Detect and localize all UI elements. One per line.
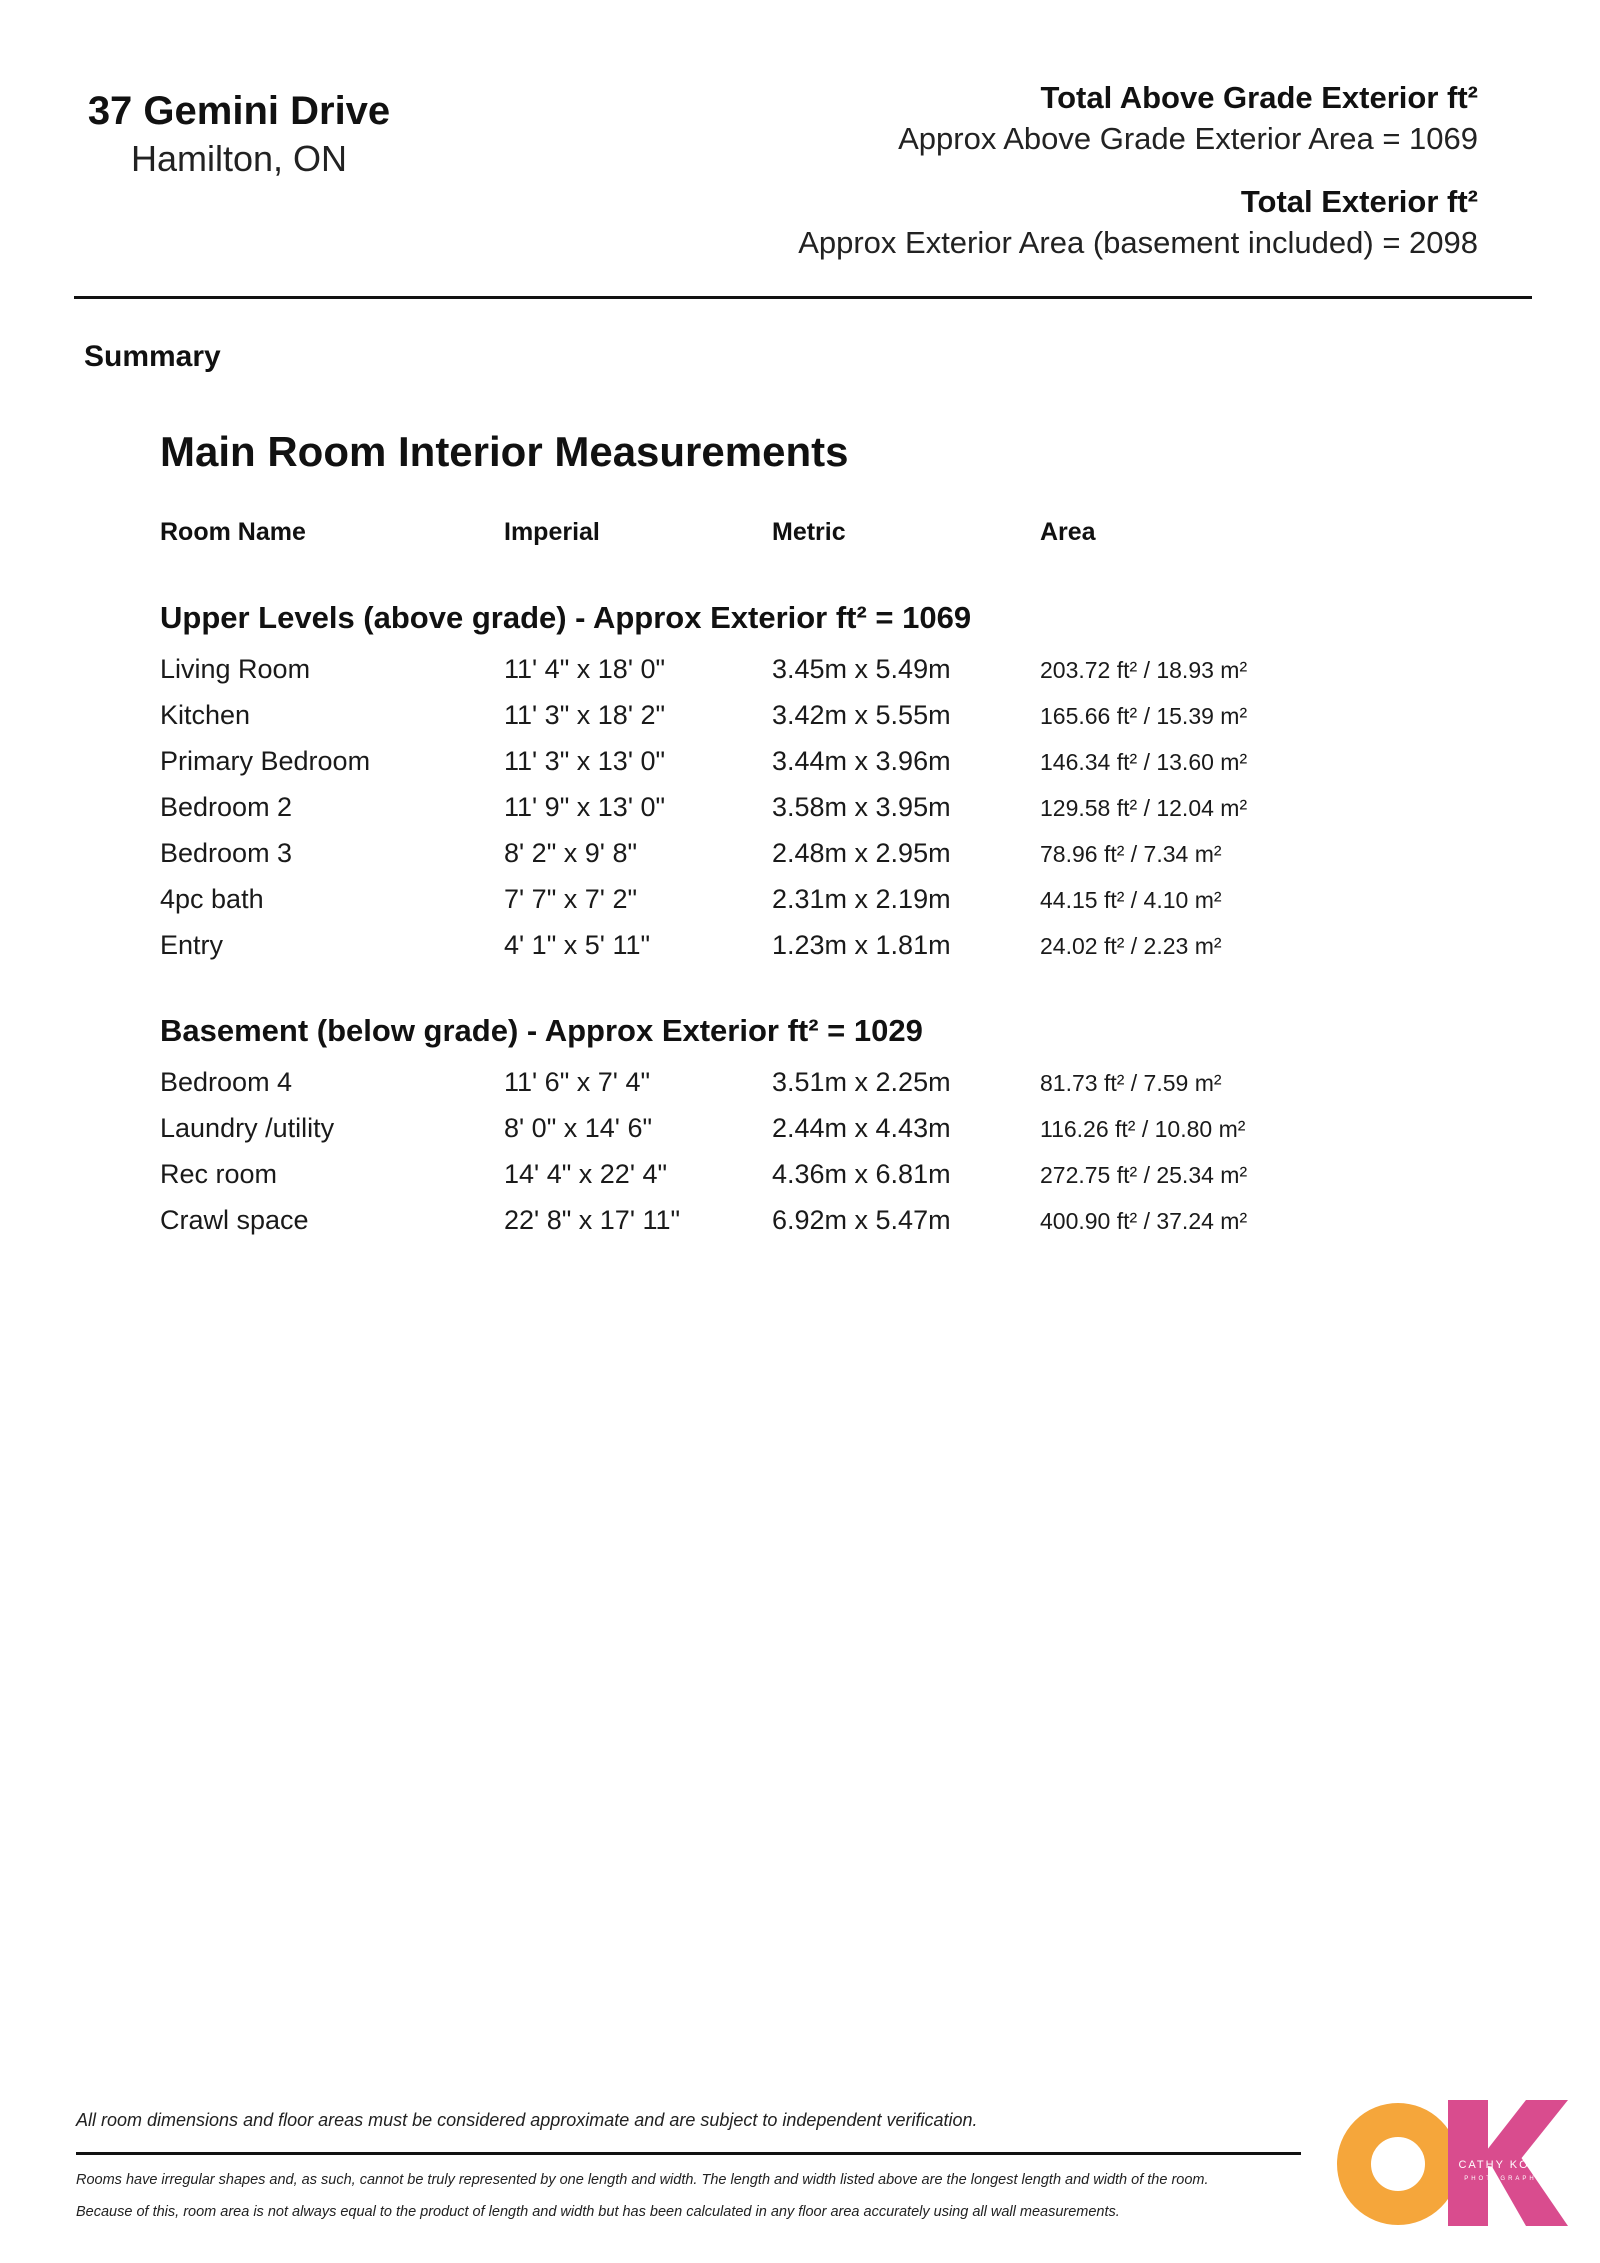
total-exterior-value: Approx Exterior Area (basement included) = 2098 — [798, 225, 1478, 260]
room-area: 81.73 ft² / 7.59 m² — [1040, 1070, 1222, 1096]
footer-note-line-2: Because of this, room area is not always equal to the product of length and width but has been calculated in any floor area accurately using all wall measurements. — [76, 2204, 1120, 2220]
room-name: Kitchen — [160, 700, 251, 730]
table-row — [160, 1199, 1360, 1245]
imperial-dimensions: 11' 3" x 13' 0" — [504, 746, 666, 776]
imperial-dimensions: 11' 9" x 13' 0" — [504, 792, 666, 822]
table-row — [160, 878, 1360, 924]
footer-divider — [76, 2152, 1301, 2155]
room-area: 129.58 ft² / 12.04 m² — [1040, 795, 1248, 821]
room-name: 4pc bath — [160, 884, 264, 914]
room-area: 44.15 ft² / 4.10 m² — [1040, 887, 1222, 913]
basement-rows — [160, 1061, 1360, 1245]
table-row — [160, 1107, 1360, 1153]
disclaimer: All room dimensions and floor areas must be considered approximate and are subject to independent verification. — [76, 2110, 978, 2130]
section-title-upper: Upper Levels (above grade) - Approx Exterior ft² = 1069 — [160, 600, 972, 635]
room-name: Entry — [160, 930, 224, 960]
cathy-koop-logo — [1336, 2098, 1570, 2228]
column-header-metric: Metric — [772, 518, 846, 546]
imperial-dimensions: 14' 4" x 22' 4" — [504, 1159, 668, 1189]
footer-note-line-1: Rooms have irregular shapes and, as such, cannot be truly represented by one length and width. The length and width listed above are the longest length and width of the room. — [76, 2172, 1209, 2188]
summary-label: Summary — [84, 340, 221, 373]
room-area: 116.26 ft² / 10.80 m² — [1040, 1116, 1246, 1142]
table-row — [160, 740, 1360, 786]
above-grade-heading: Total Above Grade Exterior ft² — [1040, 80, 1478, 115]
room-name: Rec room — [160, 1159, 278, 1189]
header-divider — [74, 296, 1532, 299]
room-area: 400.90 ft² / 37.24 m² — [1040, 1208, 1248, 1234]
table-row — [160, 694, 1360, 740]
street-address: 37 Gemini Drive — [87, 89, 391, 133]
logo-line-1: CATHY KOOP — [1458, 2159, 1550, 2171]
imperial-dimensions: 11' 4" x 18' 0" — [504, 654, 666, 684]
room-name: Bedroom 3 — [160, 838, 293, 868]
upper-level-rows — [160, 648, 1360, 970]
imperial-dimensions: 11' 3" x 18' 2" — [504, 700, 666, 730]
logo-line-2: PHOTOGRAPHY — [1464, 2176, 1544, 2182]
column-header-room: Room Name — [160, 518, 306, 546]
room-name: Bedroom 2 — [160, 792, 293, 822]
total-exterior-heading: Total Exterior ft² — [1240, 184, 1478, 219]
room-name: Primary Bedroom — [160, 746, 371, 776]
imperial-dimensions: 8' 0" x 14' 6" — [504, 1113, 653, 1143]
city: Hamilton, ON — [130, 138, 348, 179]
address-block — [84, 86, 394, 182]
table-row — [160, 1153, 1360, 1199]
column-header-area: Area — [1040, 518, 1096, 546]
metric-dimensions: 3.42m x 5.55m — [772, 700, 951, 730]
room-area: 165.66 ft² / 15.39 m² — [1040, 703, 1248, 729]
table-row — [160, 832, 1360, 878]
room-area: 146.34 ft² / 13.60 m² — [1040, 749, 1248, 775]
metric-dimensions: 4.36m x 6.81m — [772, 1159, 951, 1189]
imperial-dimensions: 4' 1" x 5' 11" — [504, 930, 651, 960]
metric-dimensions: 2.48m x 2.95m — [772, 838, 951, 868]
imperial-dimensions: 22' 8" x 17' 11" — [504, 1205, 681, 1235]
totals-block — [798, 78, 1478, 264]
metric-dimensions: 3.51m x 2.25m — [772, 1067, 951, 1097]
logo-o-letter — [1354, 2120, 1442, 2208]
metric-dimensions: 3.45m x 5.49m — [772, 654, 951, 684]
room-area: 203.72 ft² / 18.93 m² — [1040, 657, 1248, 683]
imperial-dimensions: 7' 7" x 7' 2" — [504, 884, 638, 914]
metric-dimensions: 3.44m x 3.96m — [772, 746, 951, 776]
room-area: 272.75 ft² / 25.34 m² — [1040, 1162, 1248, 1188]
room-name: Laundry /utility — [160, 1113, 335, 1143]
column-header-imperial: Imperial — [504, 518, 600, 546]
room-area: 78.96 ft² / 7.34 m² — [1040, 841, 1222, 867]
room-name: Bedroom 4 — [160, 1067, 293, 1097]
metric-dimensions: 6.92m x 5.47m — [772, 1205, 951, 1235]
above-grade-value: Approx Above Grade Exterior Area = 1069 — [898, 121, 1478, 156]
table-row — [160, 924, 1360, 970]
section-title-basement: Basement (below grade) - Approx Exterior ft² = 1029 — [160, 1013, 923, 1048]
room-area: 24.02 ft² / 2.23 m² — [1040, 933, 1222, 959]
imperial-dimensions: 11' 6" x 7' 4" — [504, 1067, 651, 1097]
imperial-dimensions: 8' 2" x 9' 8" — [504, 838, 638, 868]
room-name: Crawl space — [160, 1205, 309, 1235]
table-row — [160, 648, 1360, 694]
metric-dimensions: 2.44m x 4.43m — [772, 1113, 951, 1143]
metric-dimensions: 3.58m x 3.95m — [772, 792, 951, 822]
main-title: Main Room Interior Measurements — [160, 428, 849, 475]
metric-dimensions: 1.23m x 1.81m — [772, 930, 951, 960]
table-row — [160, 1061, 1360, 1107]
room-name: Living Room — [160, 654, 311, 684]
table-row — [160, 786, 1360, 832]
metric-dimensions: 2.31m x 2.19m — [772, 884, 951, 914]
